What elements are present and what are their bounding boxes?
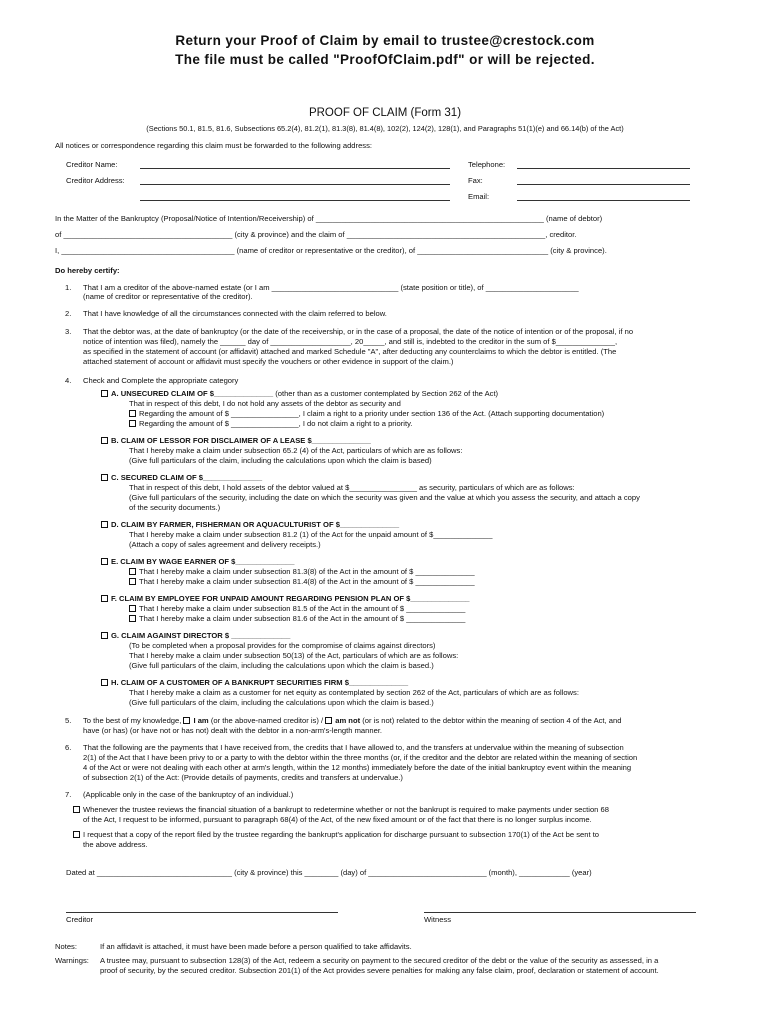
telephone-label: Telephone: <box>468 160 506 169</box>
category-g-text-1: (To be completed when a proposal provides for the compromise of claims against directors) <box>129 641 436 650</box>
filename-instruction: The file must be called "ProofOfClaim.pdf" or will be rejected. <box>175 52 595 67</box>
creditor-name-field[interactable] <box>140 168 450 169</box>
am-not-checkbox[interactable] <box>325 717 332 724</box>
item-1-text-2: (name of creditor or representative of the creditor). <box>83 292 253 301</box>
category-f-option-1: That I hereby make a claim under subsection 81.5 of the Act in the amount of $ ______________ <box>129 604 465 614</box>
email-label: Email: <box>468 192 490 201</box>
report-copy-checkbox[interactable] <box>73 831 80 838</box>
category-d-text-1: That I hereby make a claim under subsection 81.2 (1) of the Act for the unpaid amount of $______________ <box>129 530 493 539</box>
pension-81-5-checkbox[interactable] <box>129 605 136 612</box>
category-h-checkbox[interactable] <box>101 679 108 686</box>
item-5-text-2: have (or has) (or have not or has not) dealt with the debtor in a non-arm's-length manner. <box>83 726 383 735</box>
fax-field[interactable] <box>517 184 690 185</box>
category-b-checkbox[interactable] <box>101 437 108 444</box>
warnings-label: Warnings: <box>55 956 89 965</box>
dated-line: Dated at ________________________________ (city & province) this ________ (day) of ____________________________ (month), ____________ (year) <box>66 868 592 877</box>
item-1-number: 1. <box>65 283 72 292</box>
category-h-text-2: (Give full particulars of the claim, including the calculations upon which the claim is based.) <box>129 698 434 707</box>
warnings-text-2: proof of security, by the secured creditor. Subsection 201(1) of the Act provides severe penalties for making any false claim, proof, declaration or statement of account. <box>100 966 659 975</box>
category-e <box>101 557 294 567</box>
category-e-option-1: That I hereby make a claim under subsection 81.3(8) of the Act in the amount of $ ______________ <box>129 567 475 577</box>
wage-81-4-checkbox[interactable] <box>129 578 136 585</box>
item-4-number: 4. <box>65 376 72 385</box>
item-6-text-2: 2(1) of the Act that I have been privy to or a party to with the debtor within the three months (or, if the creditor and the debtor are related within the meaning of section <box>83 753 638 762</box>
creditor-address-field[interactable] <box>140 184 450 185</box>
category-g-heading: G. CLAIM AGAINST DIRECTOR $ ______________ <box>111 631 291 640</box>
fax-label: Fax: <box>468 176 483 185</box>
category-d-heading: D. CLAIM BY FARMER, FISHERMAN OR AQUACULTURIST OF $______________ <box>111 520 400 529</box>
category-a-heading-tail: (other than as a customer contemplated by Section 262 of the Act) <box>275 389 499 398</box>
category-b-heading: B. CLAIM OF LESSOR FOR DISCLAIMER OF A LEASE $______________ <box>111 436 371 445</box>
category-g-text-2: That I hereby make a claim under subsection 50(13) of the Act, particulars of which are as follows: <box>129 651 459 660</box>
telephone-field[interactable] <box>517 168 690 169</box>
category-c <box>101 473 262 483</box>
form-sections: (Sections 50.1, 81.5, 81.6, Subsections 65.2(4), 81.2(1), 81.3(8), 81.4(8), 102(2), 124(2), 128(1), and Paragraphs 51(1)(e) and 66.14(b) of the Act) <box>146 124 624 133</box>
category-g-checkbox[interactable] <box>101 632 108 639</box>
category-f-checkbox[interactable] <box>101 595 108 602</box>
notes-label: Notes: <box>55 942 77 951</box>
item-2-text: That I have knowledge of all the circumstances connected with the claim referred to below. <box>83 309 387 318</box>
category-a-no-priority-option: Regarding the amount of $ ________________, I do not claim a right to a priority. <box>129 419 412 429</box>
item-3-text-3: as specified in the statement of account (or affidavit) attached and marked Schedule "A", after deducting any counterclaims to which the debtor is entitled. (The <box>83 347 617 356</box>
item-7-number: 7. <box>65 790 72 799</box>
category-h-heading: H. CLAIM OF A CUSTOMER OF A BANKRUPT SECURITIES FIRM $______________ <box>111 678 409 687</box>
hereby-certify: Do hereby certify: <box>55 266 120 275</box>
category-e-option-2: That I hereby make a claim under subsection 81.4(8) of the Act in the amount of $ ______________ <box>129 577 475 587</box>
no-priority-checkbox[interactable] <box>129 420 136 427</box>
i-am-checkbox[interactable] <box>183 717 190 724</box>
email-instruction: Return your Proof of Claim by email to trustee@crestock.com <box>175 33 595 48</box>
item-3-text-4: attached statement of account or affidavit must specify the vouchers or other evidence in support of the claim.) <box>83 357 454 366</box>
warnings-text: A trustee may, pursuant to subsection 128(3) of the Act, redeem a security on payment to the secured creditor of the debt or the value of the security as assessed, in a <box>100 956 659 965</box>
creditor-address-label: Creditor Address: <box>66 176 125 185</box>
category-f-heading: F. CLAIM BY EMPLOYEE FOR UNPAID AMOUNT REGARDING PENSION PLAN OF $______________ <box>111 594 470 603</box>
email-field[interactable] <box>517 200 690 201</box>
item-7-option-b: I request that a copy of the report filed by the trustee regarding the bankrupt's application for discharge pursuant to subsection 170(1) of the Act be sent to <box>73 830 599 840</box>
category-c-text-3: of the security documents.) <box>129 503 221 512</box>
category-g-text-3: (Give full particulars of the claim, including the calculations upon which the claim is based.) <box>129 661 434 670</box>
witness-signature-line[interactable] <box>424 912 696 913</box>
category-b <box>101 436 371 446</box>
notes-text: If an affidavit is attached, it must have been made before a person qualified to take affidavits. <box>100 942 412 951</box>
category-c-text-2: (Give full particulars of the security, including the date on which the security was given and the value at which you assess the security, and attach a copy <box>129 493 640 502</box>
item-3-number: 3. <box>65 327 72 336</box>
notices-text: All notices or correspondence regarding this claim must be forwarded to the following address: <box>55 141 372 150</box>
category-h-text-1: That I hereby make a claim as a customer for net equity as contemplated by section 262 of the Act, particulars of which are as follows: <box>129 688 579 697</box>
category-c-text-1: That in respect of this debt, I hold assets of the debtor valued at $________________ as security, particulars of which are as follows: <box>129 483 575 492</box>
category-a <box>101 389 498 399</box>
creditor-address-field-2[interactable] <box>140 200 450 201</box>
i-am-label: I am <box>193 716 209 725</box>
item-6-text: That the following are the payments that I have received from, the credits that I have allowed to, and the transfers at undervalue within the meaning of subsection <box>83 743 624 752</box>
item-4-text: Check and Complete the appropriate category <box>83 376 239 385</box>
item-7-option-a-2: of the Act, I request to be informed, pursuant to paragraph 68(4) of the Act, of the new fixed amount or of the fact that there is no longer surplus income. <box>83 815 592 824</box>
creditor-signature-line[interactable] <box>66 912 338 913</box>
creditor-signature-label: Creditor <box>66 915 94 924</box>
category-d <box>101 520 399 530</box>
category-a-checkbox[interactable] <box>101 390 108 397</box>
category-d-text-2: (Attach a copy of sales agreement and delivery receipts.) <box>129 540 321 549</box>
item-6-text-3: 4 of the Act or were not dealing with each other at arm's length, within the 12 months) immediately before the date of the initial bankruptcy event within the meaning <box>83 763 632 772</box>
item-6-text-4: of subsection 2(1) of the Act: (Provide details of payments, credits and transfers at undervalue.) <box>83 773 403 782</box>
category-a-heading: A. UNSECURED CLAIM OF $______________ <box>111 389 274 398</box>
matter-line: In the Matter of the Bankruptcy (Proposal/Notice of Intention/Receivership) of ______________________________________________________ (name of debtor) <box>55 214 603 223</box>
item-6-number: 6. <box>65 743 72 752</box>
category-d-checkbox[interactable] <box>101 521 108 528</box>
category-c-heading: C. SECURED CLAIM OF $______________ <box>111 473 263 482</box>
am-not-label: am not <box>335 716 361 725</box>
item-5-text: To the best of my knowledge, I am (or the above-named creditor is) / am not (or is not) related to the debtor within the meaning of section 4 of the Act, and <box>83 716 622 725</box>
category-g <box>101 631 290 641</box>
item-7-option-a: Whenever the trustee reviews the financial situation of a bankrupt to redetermine whether or not the bankrupt is required to make payments under section 68 <box>73 805 609 815</box>
category-f <box>101 594 470 604</box>
item-3-text: That the debtor was, at the date of bankruptcy (or the date of the receivership, or in the case of a proposal, the date of the notice of intention or of the proposal, if no <box>83 327 634 336</box>
witness-signature-label: Witness <box>424 915 452 924</box>
category-f-option-2: That I hereby make a claim under subsection 81.6 of the Act in the amount of $ ______________ <box>129 614 465 624</box>
item-3-text-2: notice of intention was filed), namely the ______ day of ___________________, 20_____, and still is, indebted to the creditor in the sum of $______________, <box>83 337 618 346</box>
inform-request-checkbox[interactable] <box>73 806 80 813</box>
category-e-checkbox[interactable] <box>101 558 108 565</box>
item-5-number: 5. <box>65 716 72 725</box>
category-a-priority-option: Regarding the amount of $ ________________, I claim a right to a priority under section 136 of the Act. (Attach supporting documentation) <box>129 409 604 419</box>
pension-81-6-checkbox[interactable] <box>129 615 136 622</box>
priority-checkbox[interactable] <box>129 410 136 417</box>
wage-81-3-checkbox[interactable] <box>129 568 136 575</box>
category-c-checkbox[interactable] <box>101 474 108 481</box>
category-b-text-2: (Give full particulars of the claim, including the calculations upon which the claim is based) <box>129 456 432 465</box>
category-b-text-1: That I hereby make a claim under subsection 65.2 (4) of the Act, particulars of which are as follows: <box>129 446 463 455</box>
item-7-option-b-2: the above address. <box>83 840 148 849</box>
item-2-number: 2. <box>65 309 72 318</box>
creditor-name-label: Creditor Name: <box>66 160 118 169</box>
category-a-text-1: That in respect of this debt, I do not hold any assets of the debtor as security and <box>129 399 401 408</box>
form-title: PROOF OF CLAIM (Form 31) <box>308 107 462 119</box>
i-line: I, _________________________________________ (name of creditor or representative or the creditor), of _______________________________ (city & province). <box>55 246 607 255</box>
category-e-heading: E. CLAIM BY WAGE EARNER OF $______________ <box>111 557 295 566</box>
of-line: of ________________________________________ (city & province) and the claim of _______________________________________________, creditor. <box>55 230 577 239</box>
category-h <box>101 678 408 688</box>
item-7-text: (Applicable only in the case of the bankruptcy of an individual.) <box>83 790 294 799</box>
item-1-text: That I am a creditor of the above-named estate (or I am ______________________________ (state position or title), of ______________________ <box>83 283 579 292</box>
